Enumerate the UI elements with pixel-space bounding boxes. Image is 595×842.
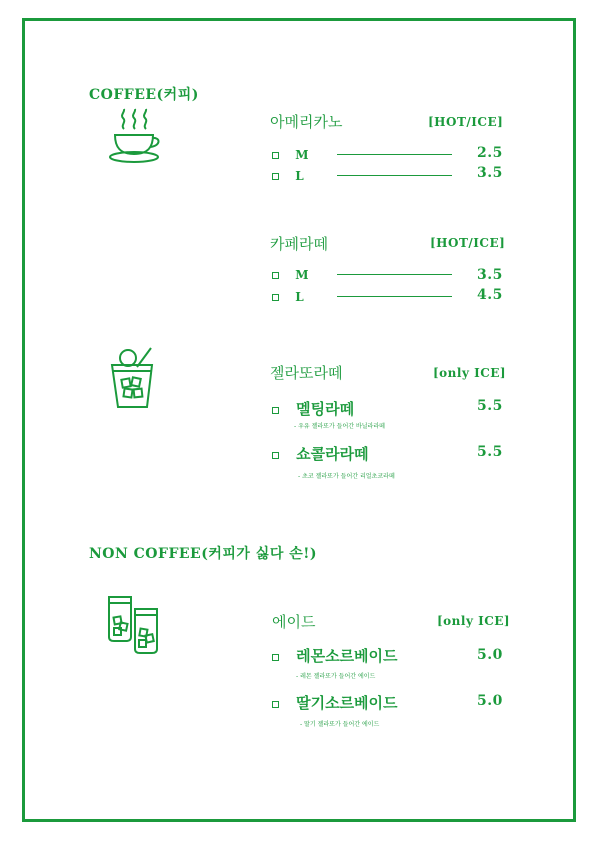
- checkbox-icon[interactable]: [272, 173, 279, 180]
- latte-badge: [HOT/ICE]: [430, 236, 506, 250]
- chocolat-latte-desc: - 초코 젤라또가 들어간 리얼초코라떼: [298, 473, 395, 480]
- melting-latte-item[interactable]: 멜팅라떼: [272, 398, 354, 419]
- two-iced-glasses-icon: [106, 593, 162, 661]
- leader-line: [337, 296, 452, 297]
- non-coffee-section-title: NON COFFEE(커피가 싫다 손!): [89, 546, 318, 562]
- strawberry-sorbet-ade-price: 5.0: [477, 693, 503, 709]
- checkbox-icon[interactable]: [272, 294, 279, 301]
- checkbox-icon[interactable]: [272, 272, 279, 279]
- checkbox-icon[interactable]: [272, 701, 279, 708]
- chocolat-latte-item[interactable]: 쇼콜라라떼: [272, 443, 369, 464]
- chocolat-latte-price: 5.5: [477, 444, 503, 460]
- ade-badge: [only ICE]: [437, 614, 511, 628]
- strawberry-sorbet-ade-item[interactable]: 딸기소르베이드: [272, 692, 398, 713]
- lemon-sorbet-ade-desc: - 레몬 젤라또가 들어간 에이드: [296, 673, 376, 680]
- leader-line: [337, 274, 452, 275]
- checkbox-icon[interactable]: [272, 152, 279, 159]
- strawberry-sorbet-ade-desc: - 딸기 젤라또가 들어간 에이드: [300, 721, 380, 728]
- checkbox-icon[interactable]: [272, 452, 279, 459]
- leader-line: [337, 175, 452, 176]
- americano-l-price: 3.5: [477, 165, 503, 181]
- checkbox-icon[interactable]: [272, 407, 279, 414]
- americano-m-price: 2.5: [477, 145, 503, 161]
- americano-badge: [HOT/ICE]: [428, 115, 504, 129]
- latte-title: 카페라떼: [270, 235, 328, 253]
- gelato-latte-title: 젤라또라떼: [270, 364, 343, 382]
- coffee-section-title: COFFEE(커피): [89, 87, 199, 103]
- iced-drink-icon: [108, 345, 158, 415]
- gelato-latte-badge: [only ICE]: [433, 366, 507, 380]
- leader-line: [337, 154, 452, 155]
- latte-l-price: 4.5: [477, 287, 503, 303]
- americano-size-l[interactable]: L: [272, 169, 304, 183]
- coffee-cup-icon: [104, 107, 164, 173]
- latte-size-l[interactable]: L: [272, 290, 304, 304]
- americano-title: 아메리카노: [270, 113, 343, 131]
- lemon-sorbet-ade-item[interactable]: 레몬소르베이드: [272, 645, 398, 666]
- ade-title: 에이드: [272, 613, 316, 631]
- americano-size-m[interactable]: M: [272, 148, 308, 162]
- melting-latte-price: 5.5: [477, 398, 503, 414]
- latte-m-price: 3.5: [477, 267, 503, 283]
- lemon-sorbet-ade-price: 5.0: [477, 647, 503, 663]
- checkbox-icon[interactable]: [272, 654, 279, 661]
- melting-latte-desc: - 우유 젤라또가 들어간 바닐라라떼: [294, 423, 385, 430]
- latte-size-m[interactable]: M: [272, 268, 308, 282]
